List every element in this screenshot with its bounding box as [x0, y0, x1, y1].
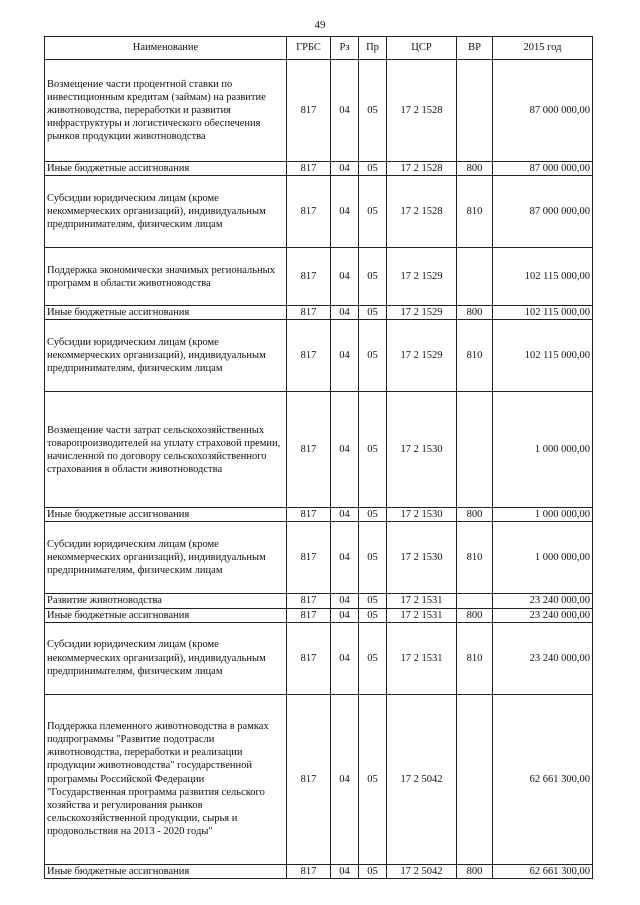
cell-name: Возмещение части затрат сельскохозяйственных товаропроизводителей на уплату страховой премии, начисленной по договору сельскохозяйственного страхования в области животноводства [45, 392, 287, 508]
cell-grbs: 817 [287, 162, 331, 176]
cell-csr: 17 2 1531 [387, 622, 457, 694]
cell-grbs: 817 [287, 306, 331, 320]
table-row [45, 594, 593, 608]
cell-csr: 17 2 5042 [387, 864, 457, 878]
column-header-vr: ВР [457, 37, 493, 60]
cell-rz: 04 [331, 694, 359, 864]
cell-name: Поддержка экономически значимых региональных программ в области животноводства [45, 248, 287, 306]
cell-rz: 04 [331, 320, 359, 392]
cell-pr: 05 [359, 622, 387, 694]
cell-name: Развитие животноводства [45, 594, 287, 608]
cell-rz: 04 [331, 864, 359, 878]
cell-amount: 1 000 000,00 [493, 508, 593, 522]
cell-csr: 17 2 1529 [387, 306, 457, 320]
cell-rz: 04 [331, 508, 359, 522]
cell-grbs: 817 [287, 594, 331, 608]
cell-vr: 810 [457, 622, 493, 694]
cell-grbs: 817 [287, 248, 331, 306]
table-row [45, 392, 593, 508]
cell-vr: 810 [457, 176, 493, 248]
table-row [45, 864, 593, 878]
column-header-rz: Рз [331, 37, 359, 60]
cell-name: Иные бюджетные ассигнования [45, 864, 287, 878]
cell-rz: 04 [331, 622, 359, 694]
cell-name: Иные бюджетные ассигнования [45, 162, 287, 176]
cell-vr: 800 [457, 864, 493, 878]
cell-pr: 05 [359, 508, 387, 522]
cell-amount: 23 240 000,00 [493, 608, 593, 622]
cell-vr: 800 [457, 608, 493, 622]
cell-csr: 17 2 1530 [387, 522, 457, 594]
cell-amount: 23 240 000,00 [493, 622, 593, 694]
cell-csr: 17 2 1529 [387, 320, 457, 392]
cell-vr: 800 [457, 162, 493, 176]
cell-amount: 102 115 000,00 [493, 306, 593, 320]
table-row [45, 694, 593, 864]
cell-amount: 62 661 300,00 [493, 864, 593, 878]
table-row [45, 622, 593, 694]
cell-name: Субсидии юридическим лицам (кроме некоммерческих организаций), индивидуальным предпринимателям, физическим лицам [45, 320, 287, 392]
cell-amount: 62 661 300,00 [493, 694, 593, 864]
cell-pr: 05 [359, 176, 387, 248]
cell-vr: 810 [457, 320, 493, 392]
cell-pr: 05 [359, 694, 387, 864]
column-header-csr: ЦСР [387, 37, 457, 60]
cell-csr: 17 2 5042 [387, 694, 457, 864]
cell-pr: 05 [359, 864, 387, 878]
cell-name: Поддержка племенного животноводства в рамках подпрограммы "Развитие подотрасли животноводства, переработки и реализации продукции животноводства" государственной программы Российской Федерации "Государственная программа развития сельского хозяйства и регулирования рынков сельскохозяйственной продукции, сырья и продовольствия на 2013 - 2020 годы" [45, 694, 287, 864]
table-row [45, 60, 593, 162]
cell-amount: 23 240 000,00 [493, 594, 593, 608]
cell-pr: 05 [359, 306, 387, 320]
cell-amount: 87 000 000,00 [493, 176, 593, 248]
cell-grbs: 817 [287, 622, 331, 694]
cell-name: Субсидии юридическим лицам (кроме некоммерческих организаций), индивидуальным предпринимателям, физическим лицам [45, 176, 287, 248]
cell-amount: 102 115 000,00 [493, 248, 593, 306]
cell-amount: 1 000 000,00 [493, 522, 593, 594]
table-row [45, 522, 593, 594]
cell-rz: 04 [331, 306, 359, 320]
cell-grbs: 817 [287, 608, 331, 622]
cell-rz: 04 [331, 162, 359, 176]
cell-grbs: 817 [287, 508, 331, 522]
cell-pr: 05 [359, 608, 387, 622]
cell-name: Иные бюджетные ассигнования [45, 608, 287, 622]
cell-amount: 1 000 000,00 [493, 392, 593, 508]
cell-vr: 800 [457, 508, 493, 522]
cell-csr: 17 2 1528 [387, 60, 457, 162]
table-row [45, 248, 593, 306]
cell-name: Субсидии юридическим лицам (кроме некоммерческих организаций), индивидуальным предпринимателям, физическим лицам [45, 622, 287, 694]
cell-csr: 17 2 1529 [387, 248, 457, 306]
cell-name: Возмещение части процентной ставки по инвестиционным кредитам (займам) на развитие животноводства, переработки и развития инфраструктуры и логистического обеспечения рынков продукции животноводства [45, 60, 287, 162]
cell-csr: 17 2 1528 [387, 176, 457, 248]
cell-pr: 05 [359, 60, 387, 162]
column-header-pr: Пр [359, 37, 387, 60]
table-row [45, 176, 593, 248]
table-row [45, 508, 593, 522]
cell-amount: 102 115 000,00 [493, 320, 593, 392]
cell-name: Иные бюджетные ассигнования [45, 306, 287, 320]
cell-csr: 17 2 1528 [387, 162, 457, 176]
cell-csr: 17 2 1530 [387, 508, 457, 522]
cell-pr: 05 [359, 162, 387, 176]
cell-vr [457, 594, 493, 608]
cell-pr: 05 [359, 320, 387, 392]
cell-pr: 05 [359, 248, 387, 306]
cell-amount: 87 000 000,00 [493, 162, 593, 176]
cell-grbs: 817 [287, 694, 331, 864]
cell-pr: 05 [359, 522, 387, 594]
table-row [45, 306, 593, 320]
cell-vr [457, 694, 493, 864]
cell-grbs: 817 [287, 60, 331, 162]
cell-vr [457, 392, 493, 508]
cell-name: Иные бюджетные ассигнования [45, 508, 287, 522]
table-row [45, 320, 593, 392]
cell-rz: 04 [331, 248, 359, 306]
cell-csr: 17 2 1531 [387, 608, 457, 622]
cell-rz: 04 [331, 60, 359, 162]
table-header-row [45, 37, 593, 60]
cell-amount: 87 000 000,00 [493, 60, 593, 162]
cell-rz: 04 [331, 176, 359, 248]
page-number: 49 [314, 19, 326, 31]
cell-rz: 04 [331, 608, 359, 622]
table-row [45, 608, 593, 622]
cell-grbs: 817 [287, 320, 331, 392]
cell-pr: 05 [359, 594, 387, 608]
cell-rz: 04 [331, 522, 359, 594]
cell-grbs: 817 [287, 176, 331, 248]
cell-rz: 04 [331, 392, 359, 508]
column-header-grbs: ГРБС [287, 37, 331, 60]
cell-name: Субсидии юридическим лицам (кроме некоммерческих организаций), индивидуальным предпринимателям, физическим лицам [45, 522, 287, 594]
cell-pr: 05 [359, 392, 387, 508]
column-header-name: Наименование [45, 37, 287, 60]
table-row [45, 162, 593, 176]
cell-vr: 810 [457, 522, 493, 594]
cell-grbs: 817 [287, 864, 331, 878]
column-header-year: 2015 год [493, 37, 593, 60]
cell-grbs: 817 [287, 392, 331, 508]
cell-grbs: 817 [287, 522, 331, 594]
budget-table [44, 36, 593, 879]
cell-csr: 17 2 1531 [387, 594, 457, 608]
cell-rz: 04 [331, 594, 359, 608]
cell-csr: 17 2 1530 [387, 392, 457, 508]
cell-vr [457, 248, 493, 306]
cell-vr: 800 [457, 306, 493, 320]
cell-vr [457, 60, 493, 162]
